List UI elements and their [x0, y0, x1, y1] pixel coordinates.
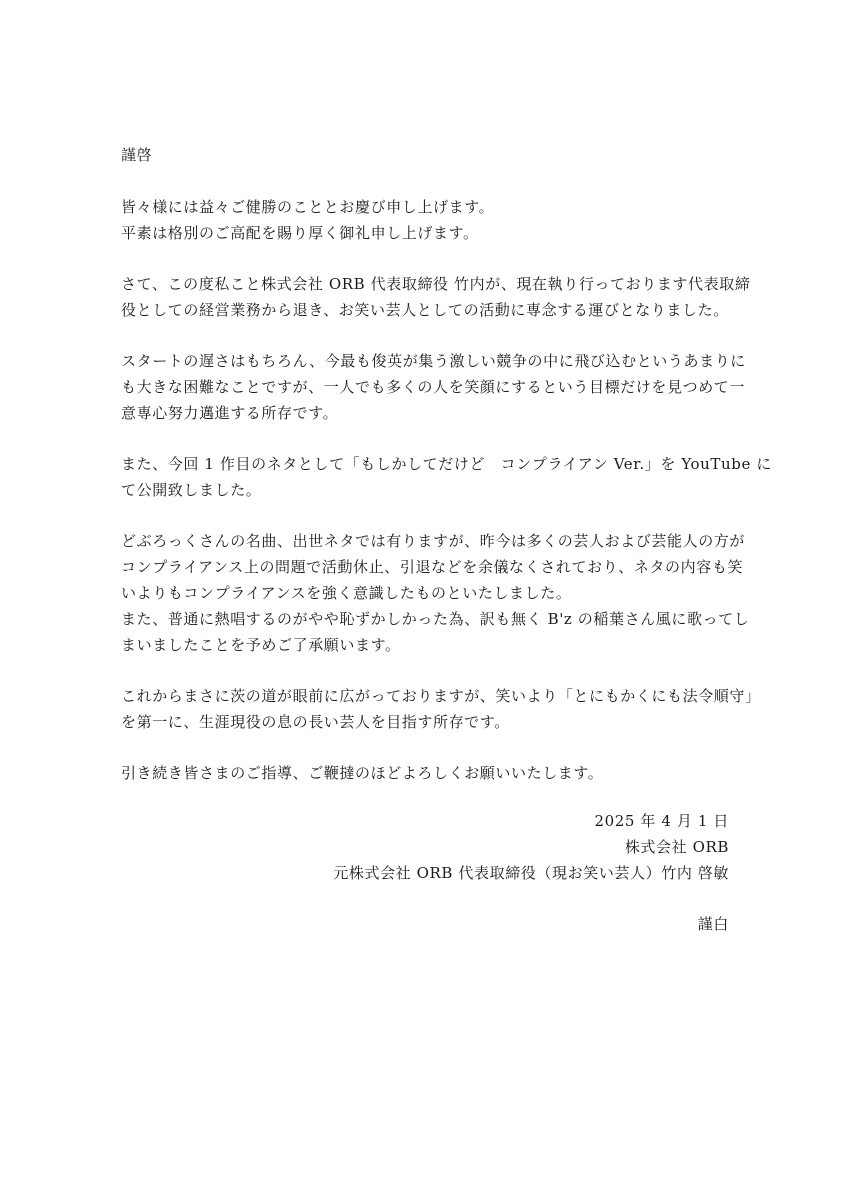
explanation-line-2: コンプライアンス上の問題で活動休止、引退などを余儀なくされており、ネタの内容も笑	[121, 558, 744, 576]
resolve-line-3: 意専心努力邁進する所存です。	[121, 404, 339, 422]
explanation-line-1: どぶろっくさんの名曲、出世ネタでは有りますが、昨今は多くの芸人および芸能人の方が	[121, 532, 746, 550]
explanation-line-3: いよりもコンプライアンスを強く意識したものといたしました。	[121, 584, 572, 602]
announcement-line-1: さて、この度私こと株式会社 ORB 代表取締役 竹内が、現在執り行っております代表取締	[121, 275, 751, 293]
signatory: 元株式会社 ORB 代表取締役（現お笑い芸人）竹内 啓敏	[333, 864, 729, 882]
future-line-1: これからまさに茨の道が眼前に広がっておりますが、笑いより「とにもかくにも法令順守」	[121, 687, 761, 705]
resolve-line-1: スタートの遅さはもちろん、今最も俊英が集う激しい競争の中に飛び込むというあまりに	[121, 352, 746, 370]
company-name: 株式会社 ORB	[624, 838, 729, 856]
resolve-line-2: も大きな困難なことですが、一人でも多くの人を笑顔にするという目標だけを見つめて一	[121, 378, 746, 396]
closing-valediction: 謹白	[697, 915, 729, 933]
explanation-line-4: また、普通に熱唱するのがやや恥ずかしかった為、訳も無く B'z の稲葉さん風に歌ってし	[121, 610, 750, 628]
greeting-line-2: 平素は格別のご高配を賜り厚く御礼申し上げます。	[121, 224, 479, 242]
explanation-line-5: まいましたことを予めご了承願います。	[121, 636, 401, 654]
opening-salutation: 謹啓	[121, 146, 153, 164]
greeting-line-1: 皆々様には益々ご健勝のこととお慶び申し上げます。	[121, 198, 495, 216]
future-line-2: を第一に、生涯現役の息の長い芸人を目指す所存です。	[121, 713, 510, 731]
letter-date: 2025 年 4 月 1 日	[594, 812, 729, 830]
announcement-line-2: 役としての経営業務から退き、お笑い芸人としての活動に専念する運びとなりました。	[121, 301, 729, 319]
release-line-2: て公開致しました。	[121, 481, 262, 499]
release-line-1: また、今回 1 作目のネタとして「もしかしてだけど コンプライアン Ver.」を YouTube に	[121, 455, 772, 473]
closing-request: 引き続き皆さまのご指導、ご鞭撻のほどよろしくお願いいたします。	[121, 764, 604, 782]
